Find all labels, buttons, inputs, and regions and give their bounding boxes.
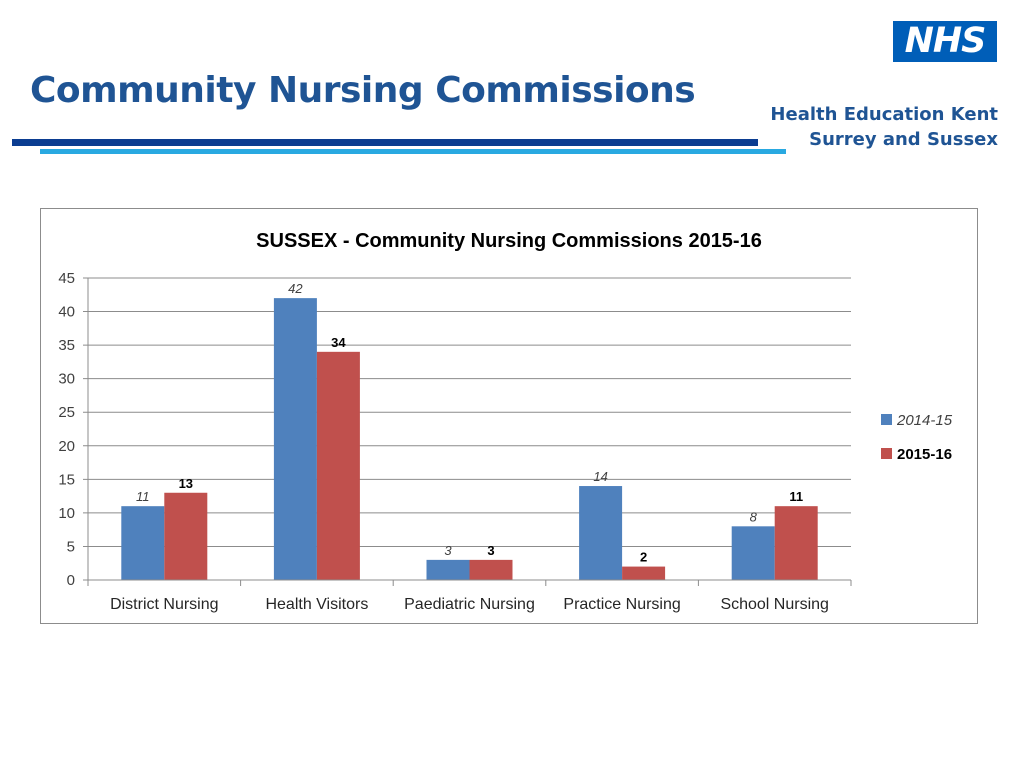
data-label: 3 xyxy=(487,542,495,558)
x-tick-label: District Nursing xyxy=(110,596,219,613)
data-label: 42 xyxy=(288,281,303,297)
y-tick-label: 5 xyxy=(66,538,75,556)
data-label: 14 xyxy=(593,469,608,485)
data-label: 8 xyxy=(749,509,757,525)
y-tick-label: 30 xyxy=(58,370,75,388)
bar xyxy=(121,506,164,580)
bar xyxy=(470,560,513,580)
bar xyxy=(427,560,470,580)
y-tick-label: 45 xyxy=(58,270,75,287)
bar xyxy=(622,567,665,580)
legend-label: 2014-15 xyxy=(897,412,953,429)
organisation-name-line1: Health Education Kent xyxy=(770,104,998,125)
title-underline-dark xyxy=(12,139,758,146)
bar xyxy=(732,526,775,580)
data-label: 2 xyxy=(639,549,648,565)
data-label: 3 xyxy=(444,542,452,558)
x-tick-label: Health Visitors xyxy=(265,596,369,613)
data-label: 11 xyxy=(789,489,804,505)
x-tick-label: Paediatric Nursing xyxy=(404,596,535,613)
y-tick-label: 25 xyxy=(58,404,75,422)
chart-canvas xyxy=(41,209,977,623)
x-tick-label: Practice Nursing xyxy=(563,596,681,613)
legend-swatch xyxy=(881,414,892,425)
title-underline-light xyxy=(40,149,786,154)
bar-chart xyxy=(40,208,978,624)
bar xyxy=(274,298,317,580)
legend-swatch xyxy=(881,448,892,459)
y-tick-label: 15 xyxy=(58,471,75,489)
y-tick-label: 0 xyxy=(66,572,75,589)
organisation-name-line2: Surrey and Sussex xyxy=(809,129,998,150)
chart-title: SUSSEX - Community Nursing Commissions 2015-16 xyxy=(256,230,762,252)
bar xyxy=(579,486,622,580)
bar xyxy=(317,352,360,580)
x-tick-label: School Nursing xyxy=(720,596,829,613)
data-label: 13 xyxy=(178,475,194,491)
y-tick-label: 35 xyxy=(58,337,75,355)
data-label: 34 xyxy=(331,334,346,350)
y-tick-label: 20 xyxy=(58,437,75,455)
y-tick-label: 40 xyxy=(58,303,75,321)
data-label: 11 xyxy=(136,489,150,505)
nhs-logo: NHS xyxy=(893,21,997,62)
legend-label: 2015-16 xyxy=(897,446,953,463)
slide-title: Community Nursing Commissions xyxy=(30,70,696,111)
bar xyxy=(164,493,207,580)
organisation-name xyxy=(770,102,998,152)
y-tick-label: 10 xyxy=(58,504,75,522)
bar xyxy=(775,506,818,580)
